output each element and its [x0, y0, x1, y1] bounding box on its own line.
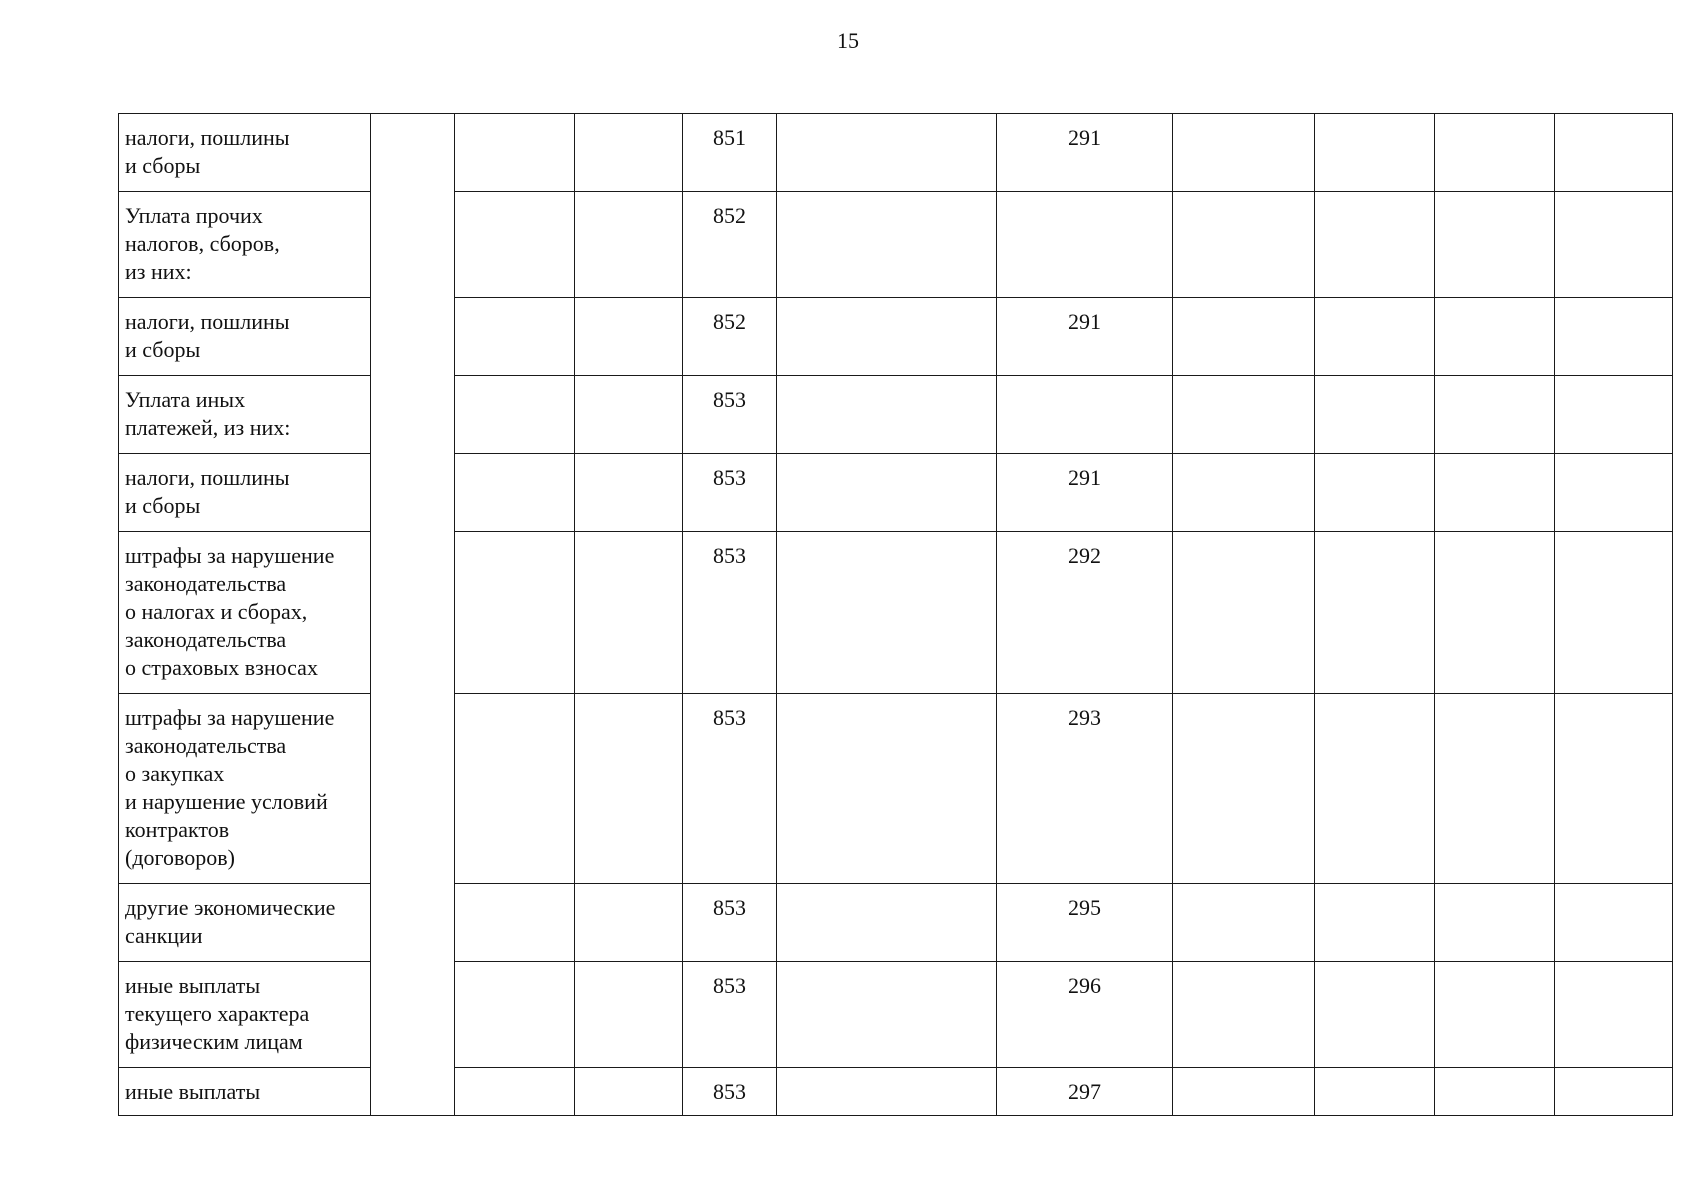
- table-cell: [1435, 454, 1555, 532]
- table-cell: [1555, 376, 1673, 454]
- table-cell: [1435, 962, 1555, 1068]
- table-cell: [777, 1068, 997, 1116]
- table-row: [119, 192, 1673, 298]
- table-cell: [575, 376, 683, 454]
- table-cell: [1315, 532, 1435, 694]
- table-cell: [1173, 298, 1315, 376]
- row-label: [119, 532, 371, 694]
- row-label: [119, 114, 371, 192]
- table-cell: [1555, 532, 1673, 694]
- row-label-text: штрафы за нарушение законодательства о налогах и сборах, законодательства о страховых взносах: [125, 543, 335, 680]
- article-cell: [997, 192, 1173, 298]
- row-label: [119, 1068, 371, 1116]
- article-cell: 291: [997, 298, 1173, 376]
- table-cell: [455, 298, 575, 376]
- budget-table: [118, 113, 1673, 1116]
- table-cell: [1173, 962, 1315, 1068]
- code-cell: 853: [683, 1068, 777, 1116]
- table-cell: [777, 114, 997, 192]
- table-cell: [455, 114, 575, 192]
- row-label: [119, 884, 371, 962]
- page-number: 15: [837, 28, 859, 53]
- article-cell: 296: [997, 962, 1173, 1068]
- row-label-text: налоги, пошлины и сборы: [125, 309, 290, 362]
- table-cell: [1315, 1068, 1435, 1116]
- table-cell: [1435, 192, 1555, 298]
- row-label-text: иные выплаты: [125, 1079, 261, 1104]
- table-cell: [1435, 298, 1555, 376]
- table-cell: [777, 298, 997, 376]
- table-cell: [1173, 376, 1315, 454]
- code-cell: 853: [683, 376, 777, 454]
- table-cell: [455, 694, 575, 884]
- table-cell: [575, 454, 683, 532]
- table-cell: [1435, 694, 1555, 884]
- merged-cell: [371, 114, 455, 1116]
- row-label: [119, 962, 371, 1068]
- table-cell: [777, 884, 997, 962]
- code-cell: 853: [683, 532, 777, 694]
- table-row: [119, 962, 1673, 1068]
- table-cell: [455, 1068, 575, 1116]
- table-cell: [1173, 532, 1315, 694]
- table-cell: [1315, 884, 1435, 962]
- table-cell: [1555, 884, 1673, 962]
- table-cell: [1435, 376, 1555, 454]
- table-row: [119, 1068, 1673, 1116]
- table-cell: [1555, 1068, 1673, 1116]
- article-cell: 293: [997, 694, 1173, 884]
- row-label-text: штрафы за нарушение законодательства о закупках и нарушение условий контрактов (договоров): [125, 705, 335, 870]
- table-row: [119, 114, 1673, 192]
- code-cell: 853: [683, 454, 777, 532]
- table-cell: [1173, 192, 1315, 298]
- code-cell: 851: [683, 114, 777, 192]
- table-cell: [1555, 454, 1673, 532]
- article-cell: [997, 376, 1173, 454]
- table-cell: [575, 532, 683, 694]
- table-cell: [1435, 884, 1555, 962]
- table-cell: [455, 192, 575, 298]
- table-row: [119, 376, 1673, 454]
- table-cell: [575, 1068, 683, 1116]
- table-cell: [455, 962, 575, 1068]
- table-cell: [1173, 694, 1315, 884]
- table-cell: [455, 532, 575, 694]
- table-cell: [1555, 114, 1673, 192]
- code-cell: 853: [683, 694, 777, 884]
- table-cell: [1435, 1068, 1555, 1116]
- row-label: [119, 694, 371, 884]
- table-cell: [1435, 532, 1555, 694]
- article-cell: 295: [997, 884, 1173, 962]
- row-label: [119, 192, 371, 298]
- row-label: [119, 298, 371, 376]
- table-cell: [455, 884, 575, 962]
- row-label-text: налоги, пошлины и сборы: [125, 465, 290, 518]
- row-label-text: другие экономические санкции: [125, 895, 336, 948]
- table-cell: [575, 884, 683, 962]
- row-label-text: иные выплаты текущего характера физическим лицам: [125, 973, 310, 1054]
- row-label: [119, 454, 371, 532]
- code-cell: 853: [683, 962, 777, 1068]
- table-cell: [455, 454, 575, 532]
- table-cell: [1173, 114, 1315, 192]
- table-cell: [1315, 962, 1435, 1068]
- table-cell: [777, 694, 997, 884]
- code-cell: 853: [683, 884, 777, 962]
- table-cell: [1435, 114, 1555, 192]
- table-cell: [777, 532, 997, 694]
- code-cell: 852: [683, 298, 777, 376]
- table-row: [119, 884, 1673, 962]
- table-cell: [1315, 298, 1435, 376]
- table-cell: [575, 962, 683, 1068]
- table-cell: [1555, 694, 1673, 884]
- table-cell: [1555, 192, 1673, 298]
- table-cell: [1555, 298, 1673, 376]
- table-row: [119, 454, 1673, 532]
- table-cell: [1315, 454, 1435, 532]
- table-cell: [575, 298, 683, 376]
- table-row: [119, 532, 1673, 694]
- table-cell: [455, 376, 575, 454]
- table-cell: [1173, 884, 1315, 962]
- row-label-text: Уплата иных платежей, из них:: [125, 387, 291, 440]
- table-cell: [575, 694, 683, 884]
- table-cell: [1315, 114, 1435, 192]
- table-cell: [575, 192, 683, 298]
- table-cell: [575, 114, 683, 192]
- article-cell: 292: [997, 532, 1173, 694]
- table-cell: [1173, 454, 1315, 532]
- table-cell: [777, 962, 997, 1068]
- table-cell: [777, 454, 997, 532]
- table-cell: [777, 192, 997, 298]
- table-cell: [1555, 962, 1673, 1068]
- article-cell: 291: [997, 454, 1173, 532]
- row-label-text: налоги, пошлины и сборы: [125, 125, 290, 178]
- code-cell: 852: [683, 192, 777, 298]
- table-cell: [1315, 376, 1435, 454]
- table-row: [119, 298, 1673, 376]
- table-row: [119, 694, 1673, 884]
- table-cell: [1315, 192, 1435, 298]
- row-label: [119, 376, 371, 454]
- table-cell: [1315, 694, 1435, 884]
- article-cell: 291: [997, 114, 1173, 192]
- row-label-text: Уплата прочих налогов, сборов, из них:: [125, 203, 280, 284]
- table-cell: [777, 376, 997, 454]
- article-cell: 297: [997, 1068, 1173, 1116]
- table-cell: [1173, 1068, 1315, 1116]
